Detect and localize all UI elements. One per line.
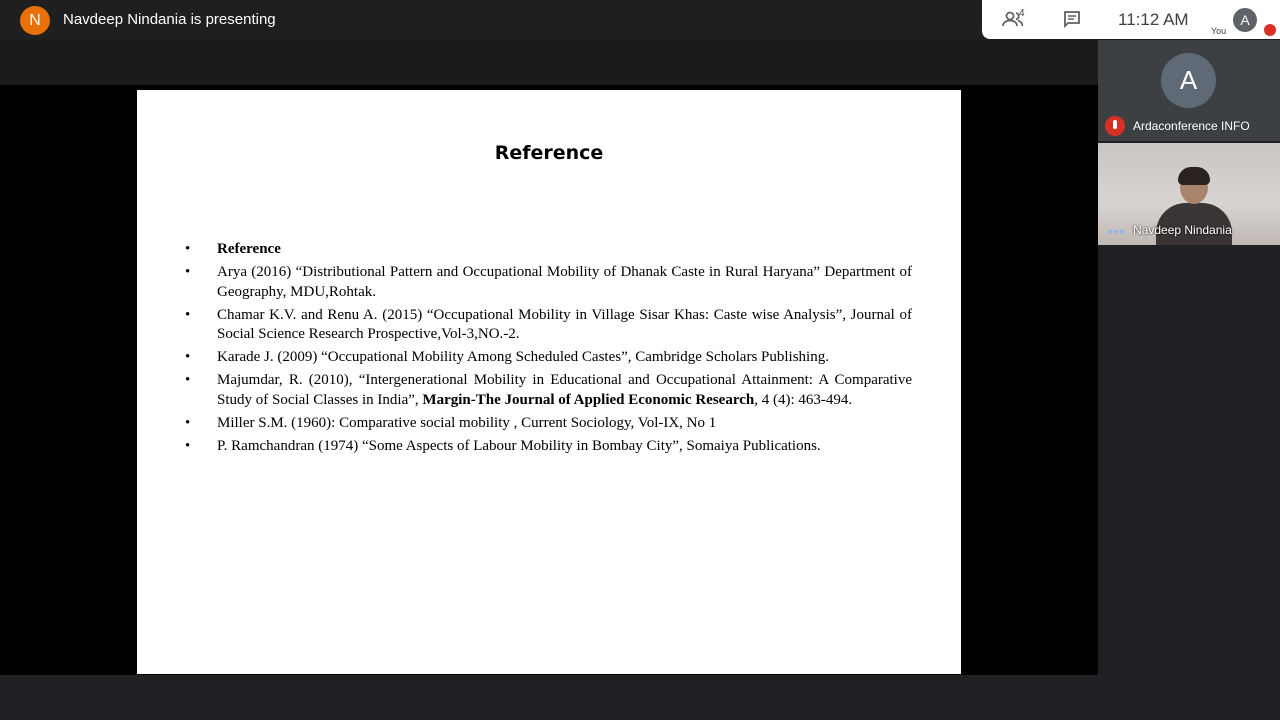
speaking-indicator-icon: ••• <box>1108 223 1126 239</box>
participant-video-tile[interactable] <box>1098 143 1280 245</box>
participant-tile[interactable] <box>1098 40 1280 141</box>
reference-item: • Karade J. (2009) “Occupational Mobility Among Scheduled Castes”, Cambridge Scholars Publishing. <box>187 348 912 368</box>
reference-list <box>187 240 912 460</box>
participant-video-hair <box>1178 167 1210 185</box>
participant-count: 4 <box>1019 8 1025 19</box>
slide <box>137 90 961 674</box>
bottom-bar <box>0 675 1280 720</box>
self-label: You <box>1211 26 1227 36</box>
participant-sidebar <box>1098 40 1280 720</box>
presentation-header <box>0 0 1098 40</box>
reference-item: • Majumdar, R. (2010), “Intergenerational Mobility in Educational and Occupational Attainment: A Comparative Study of Social Classes in India”, Margin-The Journal of Applied Economic Research, 4 (4): 463-494. <box>187 371 912 410</box>
participant-avatar: A <box>1161 53 1216 108</box>
presentation-stage <box>0 85 1098 675</box>
participant-name: Ardaconference INFO <box>1133 119 1250 133</box>
reference-item: • P. Ramchandran (1974) “Some Aspects of Labour Mobility in Bombay City”, Somaiya Publications. <box>187 437 912 457</box>
mic-muted-icon <box>1105 116 1125 136</box>
reference-item: • Miller S.M. (1960): Comparative social mobility , Current Sociology, Vol-IX, No 1 <box>187 414 912 434</box>
self-avatar[interactable]: A <box>1233 8 1257 32</box>
chat-icon[interactable] <box>1063 10 1081 33</box>
participant-name: Navdeep Nindania <box>1133 223 1232 237</box>
self-mic-muted-icon <box>1264 24 1276 36</box>
reference-item: • Arya (2016) “Distributional Pattern and Occupational Mobility of Dhanak Caste in Rural Haryana” Department of Geography, MDU,Rohtak. <box>187 263 912 302</box>
clock: 11:12 AM <box>1118 10 1189 29</box>
presenter-avatar: N <box>20 6 50 35</box>
meeting-toolbar <box>982 0 1280 39</box>
presenting-status-text: Navdeep Nindania is presenting <box>63 11 276 28</box>
slide-title: Reference <box>494 142 604 164</box>
reference-item: • Chamar K.V. and Renu A. (2015) “Occupational Mobility in Village Sisar Khas: Caste wise Analysis”, Journal of Social Science Research Prospective,Vol-3,NO.-2. <box>187 306 912 345</box>
reference-item: • Reference <box>187 240 912 260</box>
